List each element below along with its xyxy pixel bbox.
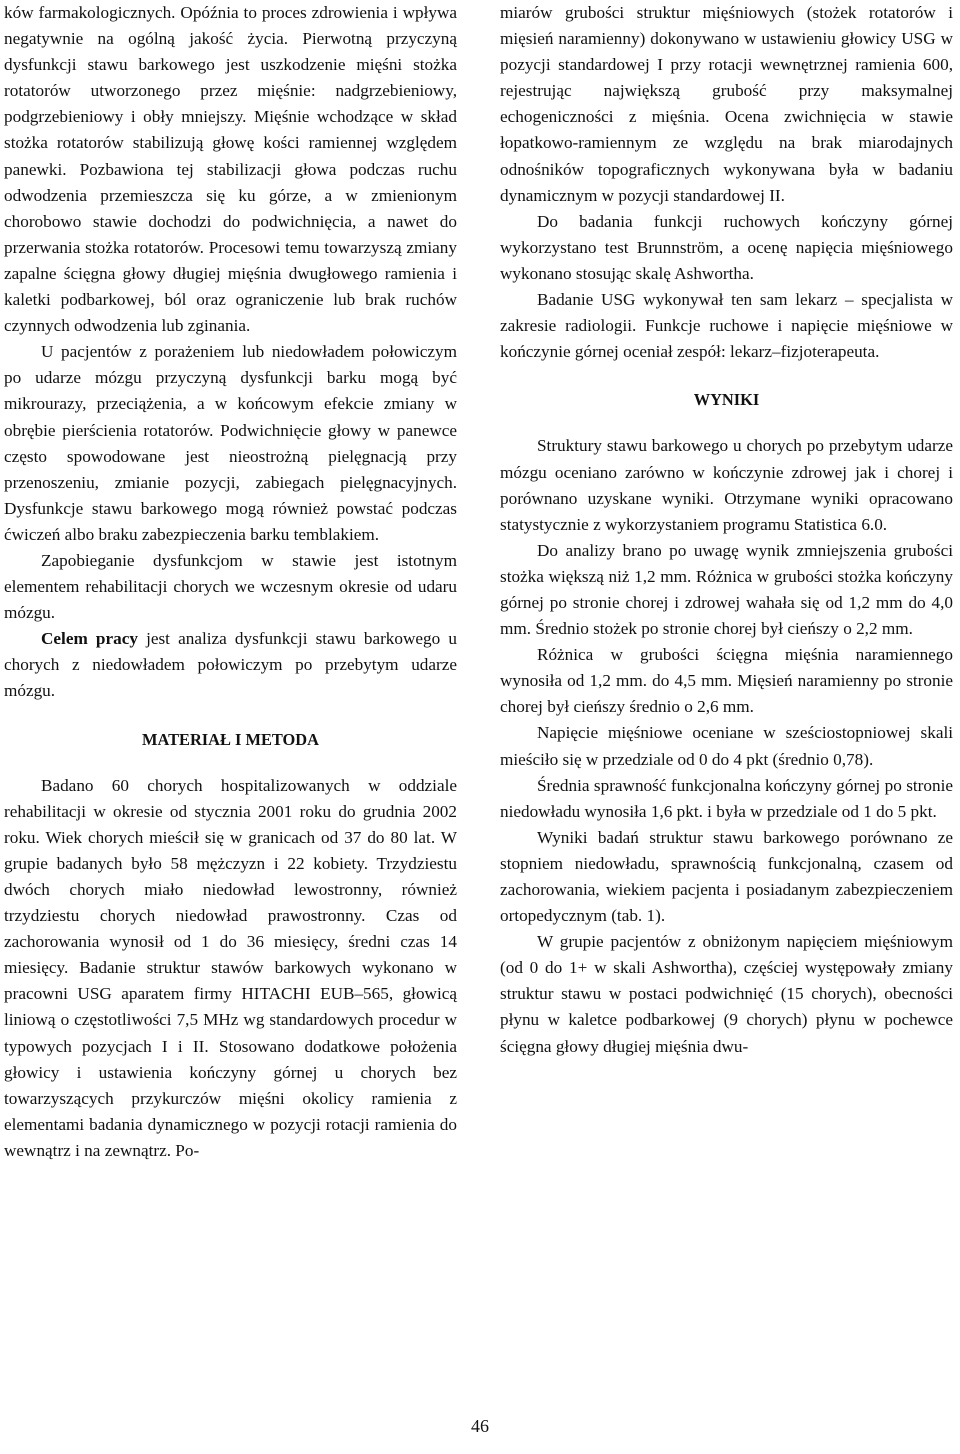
right-column xyxy=(500,0,953,1060)
aim-text: jest analiza dysfunkcji stawu barkowego u chorych z niedowładem połowiczym po przebytym udarze mózgu. xyxy=(4,629,457,701)
right-paragraph-8: Średnia sprawność funkcjonalna kończyny górnej po stronie niedowładu wynosiła 1,6 pkt. i była w przedziale od 1 do 5 pkt. xyxy=(500,775,953,821)
right-paragraph-4: Struktury stawu barkowego u chorych po przebytym udarze mózgu oceniano zarówno w kończynie zdrowej jak i chorej i porównano uzyskane wyniki. Otrzymane wyniki opracowano statystycznie z wykorzystaniem programu Statistica 6.0. xyxy=(500,436,953,534)
left-paragraph-4 xyxy=(4,626,457,704)
section-heading-results: WYNIKI xyxy=(693,390,760,410)
section-heading-methods: MATERIAŁ I METODA xyxy=(142,729,319,749)
left-paragraph-1: ków farmakologicznych. Opóźnia to proces zdrowienia i wpływa negatywnie na ogólną jakość życia. Pierwotną przyczyną dysfunkcji stawu barkowego jest uszkodzenie mięśni stożka rotatorów utworzonego przez mięśnie: nadgrzebieniowy, podgrzebieniowy i obły mniejszy. Mięśnie wchodzące w skład stożka rotatorów stabilizują głowę kości ramiennej względem panewki. Pozbawiona tej stabilizacji głowa podczas ruchu odwodzenia przemieszcza się ku górze, a w zmienionym chorobowo stawie dochodzi do podwichnięcia, a nawet do przerwania stożka rotatorów. Procesowi temu towarzyszą zmiany zapalne ścięgna głowy długiej mięśnia dwugłowego ramienia i kaletki podbarkowej, ból oraz ograniczenie lub brak ruchów czynnych odwodzenia lub zginania. xyxy=(4,3,457,336)
right-paragraph-9: Wyniki badań struktur stawu barkowego porównano ze stopniem niedowładu, sprawnością funkcjonalną, czasem od zachorowania, wiekiem pacjenta i posiadanym zabezpieczeniem ortopedycznym (tab. 1). xyxy=(500,827,953,926)
right-paragraph-5: Do analizy brano po uwagę wynik zmniejszenia grubości stożka większą niż 1,2 mm. Różnica w grubości stożka kończyny górnej po stronie chorej i zdrowej wahała się od 1,2 mm do 4,0 mm. Średnio stożek po stronie chorej był cieńszy o 2,2 mm. xyxy=(500,540,953,639)
right-paragraph-3: Badanie USG wykonywał ten sam lekarz – specjalista w zakresie radiologii. Funkcje ruchowe i napięcie mięśniowe w kończynie górnej oceniał zespół: lekarz–fizjoterapeuta. xyxy=(500,290,953,362)
left-paragraph-3: Zapobieganie dysfunkcjom w stawie jest istotnym elementem rehabilitacji chorych we wczesnym okresie od udaru mózgu. xyxy=(4,550,457,623)
left-column xyxy=(4,0,457,1164)
page-number: 46 xyxy=(471,1416,489,1436)
right-paragraph-2: Do badania funkcji ruchowych kończyny górnej wykorzystano test Brunnström, a ocenę napięcia mięśniowego wykonano stosując skalę Ashwortha. xyxy=(500,211,953,283)
right-paragraph-1: miarów grubości struktur mięśniowych (stożek rotatorów i mięsień naramienny) dokonywano w ustawieniu głowicy USG w pozycji standardowej I przy rotacji wewnętrznej ramienia 600, rejestrując największą grubość przy maksymalnej echogeniczności z mięśnia. Ocena zwichnięcia w stawie łopatkowo-ramiennym ze względu na brak miarodajnych odnośników topograficznych wykonywana była w badaniu dynamicznym w pozycji standardowej II. xyxy=(500,3,953,205)
left-paragraph-2: U pacjentów z porażeniem lub niedowładem połowiczym po udarze mózgu przyczyną dysfunkcji barku mogą być mikrourazy, przeciążenia, a w końcowym efekcie zmiany w obrębie pierścienia rotatorów. Podwichnięcie głowy w panewce często spowodowane jest nieostrożną pielęgnacją przy przenoszeniu, zmianie pozycji, zabiegach pielęgnacyjnych. Dysfunkcje stawu barkowego mogą również powstać podczas ćwiczeń albo braku zabezpieczenia barku temblakiem. xyxy=(4,342,457,544)
right-paragraph-10: W grupie pacjentów z obniżonym napięciem mięśniowym (od 0 do 1+ w skali Ashwortha), częściej występowały zmiany struktur stawu w postaci podwichnięć (15 chorych), obecności płynu w kaletce podbarkowej (9 chorych) płynu w pochewce ścięgna głowy długiej mięśnia dwu- xyxy=(500,932,953,1056)
left-paragraph-5: Badano 60 chorych hospitalizowanych w oddziale rehabilitacji w okresie od stycznia 2001 roku do grudnia 2002 roku. Wiek chorych mieścił się w granicach od 37 do 80 lat. W grupie badanych było 58 mężczyzn i 22 kobiety. Trzydziestu dwóch chorych miało niedowład lewostronny, również trzydziestu chorych niedowład prawostronny. Czas od zachorowania wynosił od 1 do 36 miesięcy, średni czas 14 miesięcy. Badanie struktur stawów barkowych wykonano w pracowni USG aparatem firmy HITACHI EUB–565, głowicą liniową o częstotliwości 7,5 MHz wg standardowych procedur w typowych pozycjach I i II. Stosowano dodatkowe położenia głowicy i ustawienia kończyny górnej u chorych bez towarzyszących przykurczów mięśni okolicy ramienia z elementami badania dynamicznego w pozycji rotacji ramienia do wewnątrz i na zewnątrz. Po- xyxy=(4,775,457,1160)
aim-lead: Celem pracy xyxy=(41,629,138,649)
right-paragraph-6: Różnica w grubości ścięgna mięśnia naramiennego wynosiła od 1,2 mm. do 4,5 mm. Mięsień naramienny po stronie chorej był cieńszy średnio o 2,6 mm. xyxy=(500,645,953,717)
right-paragraph-7: Napięcie mięśniowe oceniane w sześciostopniowej skali mieściło się w przedziale od 0 do 4 pkt (średnio 0,78). xyxy=(500,723,953,769)
